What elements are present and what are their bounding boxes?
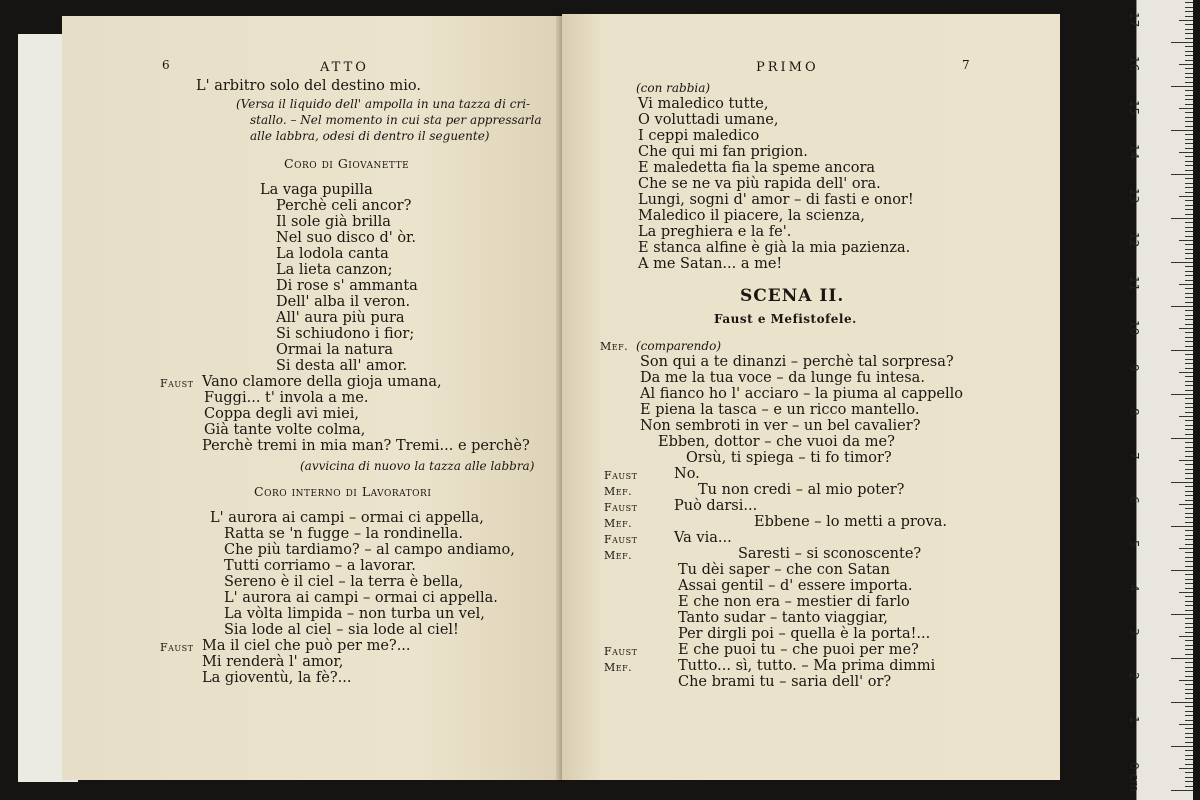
ruler-tick — [1185, 781, 1193, 782]
running-header-left: ATTO — [320, 60, 369, 75]
page-number-right: 7 — [962, 58, 970, 72]
ruler-tick — [1185, 508, 1193, 509]
ruler-tick — [1171, 614, 1193, 615]
verse-line: La lodola canta — [276, 246, 389, 262]
ruler-tick — [1179, 64, 1193, 65]
ruler-tick — [1185, 557, 1193, 558]
speaker-label: Faust — [160, 641, 194, 654]
verse-line: Son qui a te dinanzi – perchè tal sorpresa? — [640, 354, 954, 370]
ruler-tick — [1185, 24, 1193, 25]
stage-direction: stallo. – Nel momento in cui sta per appressarla — [250, 113, 542, 127]
ruler-tick — [1185, 610, 1193, 611]
ruler-mark: 1 — [1127, 716, 1141, 724]
verse-line: Sereno è il ciel – la terra è bella, — [224, 574, 464, 590]
ruler-tick — [1185, 407, 1193, 408]
ruler-tick — [1185, 425, 1193, 426]
ruler-unit-label: 0 cm — [1127, 762, 1141, 792]
ruler-tick — [1185, 398, 1193, 399]
ruler-tick — [1185, 451, 1193, 452]
speaker-label: Faust — [604, 469, 638, 482]
verse-line: No. — [674, 466, 700, 482]
verse-line: Tanto sudar – tanto viaggiar, — [678, 610, 889, 626]
ruler-mark: 5 — [1127, 540, 1141, 548]
verse-line: Che se ne va più rapida dell' ora. — [638, 176, 881, 192]
verse-line: Che brami tu – saria dell' or? — [678, 674, 892, 690]
ruler-tick — [1185, 2, 1193, 3]
ruler-mark: 12 — [1127, 232, 1141, 248]
ruler-tick — [1185, 403, 1193, 404]
ruler-mark: 3 — [1127, 628, 1141, 636]
ruler-tick — [1185, 733, 1193, 734]
ruler-tick — [1185, 786, 1193, 787]
ruler-tick — [1185, 583, 1193, 584]
verse-line: Ma il ciel che può per me?... — [202, 638, 411, 654]
ruler-tick — [1185, 16, 1193, 17]
verse-line: Si schiudono i fior; — [276, 326, 415, 342]
ruler-tick — [1185, 310, 1193, 311]
verse-line: Vano clamore della gioja umana, — [202, 374, 442, 390]
ruler-tick — [1185, 104, 1193, 105]
ruler-tick — [1179, 592, 1193, 593]
ruler-tick — [1185, 165, 1193, 166]
stage-direction: alle labbra, odesi di dentro il seguente) — [250, 129, 490, 143]
ruler-tick — [1185, 478, 1193, 479]
ruler-tick — [1185, 486, 1193, 487]
verse-line: La lieta canzon; — [276, 262, 393, 278]
speaker-label: Mef. — [604, 517, 633, 530]
ruler-tick — [1185, 134, 1193, 135]
ruler-tick — [1171, 350, 1193, 351]
ruler-mark: 6 — [1127, 496, 1141, 504]
ruler-tick — [1179, 680, 1193, 681]
chorus-heading: Coro interno di Lavoratori — [254, 484, 432, 499]
ruler-tick — [1185, 442, 1193, 443]
ruler-tick — [1185, 469, 1193, 470]
ruler-tick — [1185, 728, 1193, 729]
verse-line: La gioventù, la fè?... — [202, 670, 352, 686]
ruler-tick — [1185, 544, 1193, 545]
stage-direction: (con rabbia) — [636, 81, 711, 95]
stage-direction: (avvicina di nuovo la tazza alle labbra) — [300, 459, 535, 473]
scene-title: SCENA II. — [740, 286, 845, 306]
verse-line: I ceppi maledico — [638, 128, 760, 144]
ruler-tick — [1171, 262, 1193, 263]
ruler-tick — [1185, 667, 1193, 668]
verse-line: Sia lode al ciel – sia lode al ciel! — [224, 622, 459, 638]
ruler-tick — [1179, 240, 1193, 241]
ruler-tick — [1185, 605, 1193, 606]
ruler-tick — [1185, 588, 1193, 589]
ruler-tick — [1179, 416, 1193, 417]
verse-line: Maledico il piacere, la scienza, — [638, 208, 865, 224]
ruler-tick — [1171, 482, 1193, 483]
ruler-tick — [1185, 302, 1193, 303]
ruler-tick — [1185, 645, 1193, 646]
ruler-tick — [1185, 73, 1193, 74]
ruler-tick — [1179, 460, 1193, 461]
ruler-tick — [1185, 271, 1193, 272]
ruler-tick — [1185, 368, 1193, 369]
ruler-tick — [1179, 372, 1193, 373]
ruler-tick — [1185, 266, 1193, 267]
ruler-tick — [1179, 284, 1193, 285]
ruler-tick — [1179, 196, 1193, 197]
ruler-tick — [1185, 324, 1193, 325]
ruler-tick — [1185, 566, 1193, 567]
ruler-tick — [1185, 33, 1193, 34]
verse-line: Dell' alba il veron. — [276, 294, 411, 310]
left-page — [62, 16, 564, 780]
ruler-tick — [1185, 662, 1193, 663]
speaker-label: Faust — [604, 501, 638, 514]
ruler-tick — [1171, 394, 1193, 395]
ruler-tick — [1185, 381, 1193, 382]
ruler-tick — [1185, 750, 1193, 751]
verse-line: Di rose s' ammanta — [276, 278, 418, 294]
verse-line: Il sole già brilla — [276, 214, 391, 230]
ruler-tick — [1185, 280, 1193, 281]
ruler-tick — [1179, 108, 1193, 109]
ruler-tick — [1185, 126, 1193, 127]
ruler-tick — [1185, 187, 1193, 188]
ruler-tick — [1185, 332, 1193, 333]
ruler-tick — [1171, 86, 1193, 87]
ruler-tick — [1171, 306, 1193, 307]
ruler-tick — [1185, 249, 1193, 250]
verse-line: Assai gentil – d' essere importa. — [678, 578, 913, 594]
ruler-tick — [1185, 258, 1193, 259]
verse-line: Perchè tremi in mia man? Tremi... e perchè? — [202, 438, 530, 454]
measuring-ruler — [1127, 0, 1193, 800]
speaker-label: Faust — [604, 533, 638, 546]
ruler-tick — [1185, 51, 1193, 52]
ruler-mark: 16 — [1127, 56, 1141, 72]
ruler-tick — [1171, 658, 1193, 659]
ruler-tick — [1179, 504, 1193, 505]
verse-line: Ormai la natura — [276, 342, 394, 358]
ruler-tick — [1179, 152, 1193, 153]
ruler-tick — [1185, 737, 1193, 738]
verse-line: La preghiera e la fe'. — [638, 224, 792, 240]
ruler-tick — [1185, 623, 1193, 624]
verse-line: Al fianco ho l' acciaro – la piuma al cappello — [640, 386, 964, 402]
ruler-tick — [1185, 156, 1193, 157]
verse-line: Mi renderà l' amor, — [202, 654, 344, 670]
verse-line: Vi maledico tutte, — [638, 96, 769, 112]
ruler-tick — [1185, 222, 1193, 223]
ruler-tick — [1185, 684, 1193, 685]
ruler-tick — [1185, 632, 1193, 633]
verse-line: All' aura più pura — [276, 310, 405, 326]
ruler-tick — [1185, 530, 1193, 531]
ruler-tick — [1185, 95, 1193, 96]
ruler-tick — [1185, 574, 1193, 575]
ruler-tick — [1185, 640, 1193, 641]
ruler-tick — [1185, 148, 1193, 149]
ruler-tick — [1185, 253, 1193, 254]
verse-line: Ratta se 'n fugge – la rondinella. — [224, 526, 463, 542]
ruler-tick — [1185, 596, 1193, 597]
ruler-tick — [1185, 495, 1193, 496]
ruler-tick — [1179, 328, 1193, 329]
ruler-tick — [1185, 209, 1193, 210]
verse-line: L' aurora ai campi – ormai ci appella. — [224, 590, 498, 606]
verse-line: L' aurora ai campi – ormai ci appella, — [210, 510, 484, 526]
ruler-tick — [1185, 764, 1193, 765]
ruler-mark: 14 — [1127, 144, 1141, 160]
verse-line: E che puoi tu – che puoi per me? — [678, 642, 919, 658]
ruler-tick — [1185, 143, 1193, 144]
ruler-tick — [1185, 231, 1193, 232]
ruler-tick — [1171, 174, 1193, 175]
stage-direction: (Versa il liquido dell' ampolla in una tazza di cri- — [236, 97, 531, 111]
verse-line: Si desta all' amor. — [276, 358, 408, 374]
ruler-mark: 10 — [1127, 320, 1141, 336]
ruler-tick — [1185, 170, 1193, 171]
verse-line: Tu dèi saper – che con Satan — [678, 562, 890, 578]
ruler-tick — [1179, 20, 1193, 21]
speaker-label: Mef. — [604, 549, 633, 562]
right-page — [562, 14, 1060, 780]
verse-line: Orsù, ti spiega – ti fo timor? — [686, 450, 892, 466]
verse-line: Fuggi... t' invola a me. — [204, 390, 369, 406]
ruler-tick — [1185, 183, 1193, 184]
ruler-tick — [1185, 99, 1193, 100]
ruler-tick — [1185, 346, 1193, 347]
ruler-tick — [1179, 724, 1193, 725]
verse-line: Coppa degli avi miei, — [204, 406, 359, 422]
verse-line: La vaga pupilla — [260, 182, 373, 198]
ruler-mark: 17 — [1127, 12, 1141, 28]
ruler-tick — [1185, 359, 1193, 360]
ruler-mark: 4 — [1127, 584, 1141, 592]
verse-line: Per dirgli poi – quella è la porta!... — [678, 626, 931, 642]
speaker-label: Faust — [604, 645, 638, 658]
scene-characters: Faust e Mefistofele. — [714, 312, 857, 326]
ruler-tick — [1171, 526, 1193, 527]
ruler-tick — [1185, 11, 1193, 12]
speaker-label: Faust — [160, 377, 194, 390]
ruler-tick — [1171, 746, 1193, 747]
verse-line: Va via... — [674, 530, 732, 546]
verse-line: Da me la tua voce – da lunge fu intesa. — [640, 370, 925, 386]
ruler-mark: 7 — [1127, 452, 1141, 460]
verse-line: Lungi, sogni d' amor – di fasti e onor! — [638, 192, 914, 208]
ruler-tick — [1185, 759, 1193, 760]
verse-line: O voluttadi umane, — [638, 112, 779, 128]
ruler-mark: 15 — [1127, 100, 1141, 116]
ruler-tick — [1185, 77, 1193, 78]
ruler-tick — [1185, 412, 1193, 413]
ruler-tick — [1185, 755, 1193, 756]
verse-line: E piena la tasca – e un ricco mantello. — [640, 402, 920, 418]
speaker-label: Mef. — [604, 485, 633, 498]
ruler-tick — [1171, 218, 1193, 219]
verse-line: E maledetta fia la speme ancora — [638, 160, 876, 176]
verse-line: A me Satan... a me! — [638, 256, 783, 272]
ruler-tick — [1185, 777, 1193, 778]
ruler-tick — [1185, 341, 1193, 342]
speaker-label: Mef. — [600, 340, 629, 353]
ruler-tick — [1185, 161, 1193, 162]
ruler-tick — [1185, 517, 1193, 518]
ruler-tick — [1185, 178, 1193, 179]
ruler-tick — [1185, 535, 1193, 536]
ruler-tick — [1185, 720, 1193, 721]
ruler-tick — [1185, 772, 1193, 773]
ruler-tick — [1179, 548, 1193, 549]
ruler-tick — [1185, 55, 1193, 56]
ruler-tick — [1185, 654, 1193, 655]
ruler-tick — [1185, 706, 1193, 707]
ruler-tick — [1185, 693, 1193, 694]
ruler-tick — [1185, 205, 1193, 206]
ruler-tick — [1171, 130, 1193, 131]
ruler-tick — [1185, 390, 1193, 391]
ruler-tick — [1185, 117, 1193, 118]
ruler-tick — [1185, 363, 1193, 364]
ruler-tick — [1185, 464, 1193, 465]
ruler-tick — [1185, 293, 1193, 294]
ruler-tick — [1185, 649, 1193, 650]
verse-line: Tutti corriamo – a lavorar. — [224, 558, 416, 574]
ruler-tick — [1185, 447, 1193, 448]
ruler-tick — [1185, 7, 1193, 8]
verse-line: Che qui mi fan prigion. — [638, 144, 808, 160]
ruler-tick — [1185, 676, 1193, 677]
chorus-heading: Coro di Giovanette — [284, 156, 410, 171]
ruler-tick — [1185, 354, 1193, 355]
ruler-tick — [1171, 702, 1193, 703]
ruler-mark: 9 — [1127, 364, 1141, 372]
ruler-tick — [1185, 434, 1193, 435]
ruler-tick — [1179, 636, 1193, 637]
ruler-tick — [1185, 29, 1193, 30]
ruler-tick — [1185, 742, 1193, 743]
verse-line: Non sembroti in ver – un bel cavalier? — [640, 418, 921, 434]
ruler-tick — [1185, 711, 1193, 712]
ruler-tick — [1185, 513, 1193, 514]
ruler-tick — [1185, 192, 1193, 193]
ruler-tick — [1185, 618, 1193, 619]
ruler-tick — [1171, 570, 1193, 571]
ruler-tick — [1185, 376, 1193, 377]
ruler-tick — [1185, 319, 1193, 320]
ruler-tick — [1185, 315, 1193, 316]
ruler-tick — [1185, 288, 1193, 289]
speaker-label: Mef. — [604, 661, 633, 674]
ruler-tick — [1179, 768, 1193, 769]
ruler-tick — [1185, 121, 1193, 122]
ruler-tick — [1185, 227, 1193, 228]
ruler-tick — [1185, 429, 1193, 430]
ruler-tick — [1185, 214, 1193, 215]
verse-line: Nel suo disco d' òr. — [276, 230, 417, 246]
verse-line: Perchè celi ancor? — [276, 198, 412, 214]
ruler-tick — [1185, 68, 1193, 69]
ruler-tick — [1185, 539, 1193, 540]
ruler-tick — [1185, 671, 1193, 672]
ruler-mark: 2 — [1127, 672, 1141, 680]
ruler-tick — [1171, 438, 1193, 439]
verse-line: Tu non credi – al mio poter? — [698, 482, 905, 498]
verse-line: Saresti – si sconoscente? — [738, 546, 922, 562]
ruler-tick — [1185, 579, 1193, 580]
ruler-tick — [1185, 200, 1193, 201]
ruler-tick — [1185, 139, 1193, 140]
ruler-tick — [1185, 715, 1193, 716]
ruler-tick — [1185, 601, 1193, 602]
ruler-tick — [1185, 275, 1193, 276]
ruler-tick — [1185, 112, 1193, 113]
ruler-tick — [1185, 561, 1193, 562]
ruler-tick — [1185, 689, 1193, 690]
ruler-tick — [1185, 500, 1193, 501]
ruler-tick — [1185, 236, 1193, 237]
ruler-tick — [1185, 297, 1193, 298]
verse-line: Già tante volte colma, — [204, 422, 366, 438]
text-line: L' arbitro solo del destino mio. — [196, 78, 421, 94]
verse-line: E stanca alfine è già la mia pazienza. — [638, 240, 911, 256]
ruler-tick — [1185, 627, 1193, 628]
verse-line: Che più tardiamo? – al campo andiamo, — [224, 542, 515, 558]
ruler-mark: 11 — [1127, 276, 1141, 292]
verse-line: Tutto... sì, tutto. – Ma prima dimmi — [678, 658, 936, 674]
verse-line: E che non era – mestier di farlo — [678, 594, 910, 610]
ruler-tick — [1185, 337, 1193, 338]
ruler-mark: 13 — [1127, 188, 1141, 204]
ruler-tick — [1171, 42, 1193, 43]
ruler-tick — [1185, 244, 1193, 245]
ruler-tick — [1185, 90, 1193, 91]
ruler-tick — [1185, 491, 1193, 492]
ruler-tick — [1185, 456, 1193, 457]
ruler-tick — [1185, 38, 1193, 39]
ruler-tick — [1185, 60, 1193, 61]
verse-line: Ebben, dottor – che vuoi da me? — [658, 434, 895, 450]
ruler-tick — [1185, 522, 1193, 523]
verse-line: Ebbene – lo metti a prova. — [754, 514, 947, 530]
ruler-tick — [1185, 46, 1193, 47]
stage-direction: (comparendo) — [636, 339, 721, 353]
ruler-tick — [1185, 473, 1193, 474]
verse-line: La vòlta limpida – non turba un vel, — [224, 606, 485, 622]
ruler-tick — [1185, 385, 1193, 386]
page-number-left: 6 — [162, 58, 170, 72]
verse-line: Può darsi... — [674, 498, 758, 514]
ruler-tick — [1185, 698, 1193, 699]
ruler-tick — [1185, 82, 1193, 83]
ruler-tick — [1185, 552, 1193, 553]
ruler-tick — [1185, 420, 1193, 421]
ruler-mark: 8 — [1127, 408, 1141, 416]
running-header-right: PRIMO — [756, 60, 819, 75]
ruler-tick — [1171, 790, 1193, 791]
